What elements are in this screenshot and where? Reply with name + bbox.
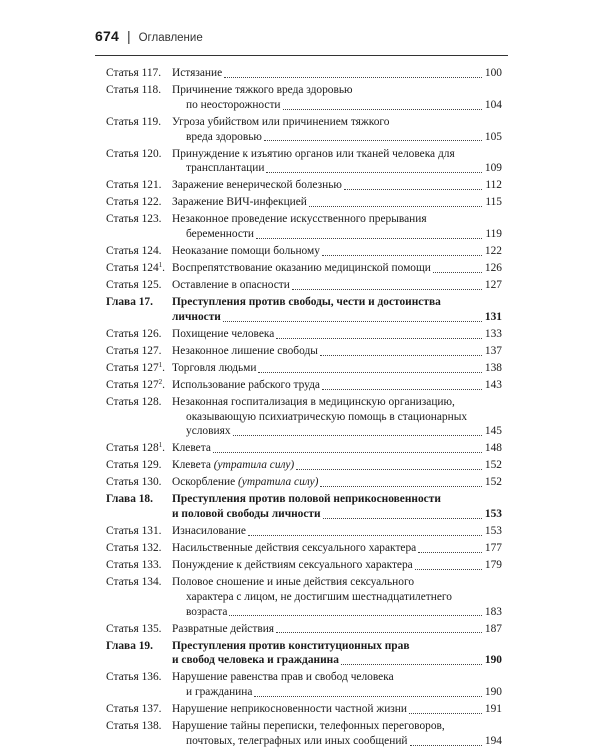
- entry-title-line: Понуждение к действиям сексуального характера: [172, 559, 413, 572]
- entry-page-number: 100: [484, 67, 502, 79]
- toc-article: [106, 115, 502, 145]
- entry-label: Статья 132.: [106, 542, 162, 555]
- dot-leader: [254, 695, 482, 697]
- label-superscript: 1: [158, 360, 163, 369]
- dot-leader: [264, 139, 482, 141]
- label-superscript: 1: [158, 441, 163, 450]
- toc-article: [106, 378, 502, 393]
- toc-article: [106, 261, 502, 276]
- entry-title: [172, 244, 502, 259]
- entry-title: [172, 575, 502, 619]
- entry-title-line: Неоказание помощи больному: [172, 245, 320, 258]
- entry-title: [172, 395, 502, 439]
- entry-title-line: и половой свободы личности: [172, 508, 321, 521]
- entry-title: [172, 670, 502, 700]
- entry-page-number: 126: [484, 262, 502, 275]
- entry-page-number: 177: [484, 542, 502, 555]
- entry-title-line: Принуждение к изъятию органов или тканей человека для: [172, 147, 455, 160]
- entry-title: [172, 475, 502, 490]
- toc-article: [106, 83, 502, 113]
- entry-label: Статья 119.: [106, 115, 162, 128]
- toc-article: [106, 178, 502, 193]
- entry-title-line: Развратные действия: [172, 622, 275, 635]
- entry-title: [172, 558, 502, 573]
- running-header: [95, 28, 515, 50]
- entry-label: Статья 133.: [106, 559, 162, 572]
- entry-title: [172, 178, 502, 193]
- dot-leader: [258, 371, 482, 373]
- entry-title-line: Нарушение тайны переписки, телефонных переговоров,: [172, 720, 445, 733]
- entry-label: Глава 17.: [106, 296, 153, 309]
- toc-article: [106, 395, 502, 439]
- toc-article: [106, 475, 502, 490]
- entry-title: [172, 212, 502, 242]
- dot-leader: [213, 451, 482, 453]
- entry-title-line: Угроза убийством или причинением тяжкого: [172, 115, 390, 128]
- entry-title-line: Нарушение равенства прав и свобод человека: [172, 671, 394, 684]
- entry-title-line: вреда здоровью: [186, 130, 262, 143]
- dot-leader: [418, 551, 482, 553]
- entry-title-line: Преступления против половой неприкосновенности: [172, 493, 441, 506]
- entry-title-line: Заражение венерической болезнью: [172, 179, 342, 192]
- entry-title-line: условиях: [186, 425, 231, 438]
- entry-label: Статья $127^1$.: [106, 360, 166, 374]
- dot-leader: [256, 237, 482, 239]
- table-of-contents: [106, 66, 502, 749]
- dot-leader: [322, 388, 482, 390]
- entry-title-line: Незаконное лишение свободы: [172, 344, 318, 357]
- dot-leader: [323, 517, 482, 519]
- entry-label: Статья 128.: [106, 395, 162, 408]
- toc-article: [106, 327, 502, 342]
- toc-article: [106, 575, 502, 619]
- entry-title-line: Торговля людьми: [172, 361, 257, 374]
- entry-page-number: 112: [485, 179, 502, 192]
- entry-page-number: 104: [484, 98, 502, 111]
- entry-title: [172, 622, 502, 637]
- toc-chapter: [106, 295, 502, 325]
- dot-leader: [433, 271, 482, 273]
- toc-article: [106, 541, 502, 556]
- toc-article: [106, 558, 502, 573]
- entry-title-line: Незаконная госпитализация в медицинскую организацию,: [172, 395, 455, 408]
- entry-page-number: 115: [485, 196, 502, 209]
- entry-title-line: Нарушение неприкосновенности частной жизни: [172, 703, 407, 716]
- entry-label: Статья 117.: [106, 67, 162, 79]
- dot-leader: [233, 434, 482, 436]
- entry-title-line: Использование рабского труда: [172, 378, 320, 391]
- entry-title: [172, 327, 502, 342]
- entry-title-line: Преступления против конституционных прав: [172, 639, 410, 652]
- entry-label: Статья $127^2$.: [106, 377, 166, 391]
- entry-page-number: 119: [485, 228, 502, 241]
- entry-title-line: Причинение тяжкого вреда здоровью: [172, 83, 353, 96]
- toc-article: [106, 66, 502, 81]
- entry-title-line: и свобод человека и гражданина: [172, 654, 339, 667]
- entry-title: [172, 361, 502, 376]
- entry-title-line: Преступления против свободы, чести и достоинства: [172, 296, 441, 309]
- toc-article: [106, 195, 502, 210]
- entry-label: Статья 135.: [106, 622, 162, 635]
- toc-article: [106, 441, 502, 456]
- entry-page-number: 153: [484, 508, 502, 521]
- dot-leader: [276, 337, 482, 339]
- entry-page-number: 190: [484, 654, 502, 667]
- entry-label: Статья 138.: [106, 720, 162, 733]
- entry-title-line: по неосторожности: [186, 98, 281, 111]
- toc-chapter: [106, 639, 502, 669]
- entry-title: [172, 195, 502, 210]
- dot-leader: [283, 108, 482, 110]
- toc-article: [106, 278, 502, 293]
- entry-title-line: оказывающую психиатрическую помощь в стационарных: [186, 410, 468, 423]
- entry-title: [172, 702, 502, 717]
- entry-title-line: Клевета: [172, 442, 211, 455]
- entry-title: [172, 719, 502, 749]
- toc-article: [106, 212, 502, 242]
- entry-label: Статья 122.: [106, 196, 162, 209]
- dot-leader: [266, 171, 482, 173]
- entry-title-line: Оставление в опасности: [172, 279, 290, 292]
- page-number: 674: [95, 28, 119, 44]
- entry-title-line: возраста: [186, 605, 228, 618]
- dot-leader: [292, 288, 482, 290]
- toc-article: [106, 361, 502, 376]
- toc-article: [106, 244, 502, 259]
- dot-leader: [409, 712, 482, 714]
- entry-page-number: 152: [484, 476, 502, 489]
- entry-title-line: личности: [172, 310, 221, 323]
- dot-leader: [415, 568, 482, 570]
- entry-page-number: 109: [484, 162, 502, 175]
- toc-chapter: [106, 492, 502, 522]
- entry-title: [172, 295, 502, 325]
- dot-leader: [341, 663, 482, 665]
- entry-title-line: Половое сношение и иные действия сексуального: [172, 576, 415, 589]
- entry-page-number: 194: [484, 734, 502, 747]
- entry-title-line: Оскорбление: [172, 476, 236, 489]
- entry-title: [172, 278, 502, 293]
- entry-title-line: характера с лицом, не достигшим шестнадцатилетнего: [186, 590, 452, 603]
- entry-title: [172, 458, 502, 473]
- entry-title-line: Воспрепятствование оказанию медицинской помощи: [172, 262, 431, 275]
- dot-leader: [322, 254, 482, 256]
- entry-title: [172, 441, 502, 456]
- entry-page-number: 152: [484, 459, 502, 472]
- entry-label: Статья 130.: [106, 476, 162, 489]
- entry-label: Статья 136.: [106, 671, 162, 684]
- entry-page-number: 145: [484, 425, 502, 438]
- entry-label: Глава 18.: [106, 493, 153, 506]
- entry-page-number: 138: [484, 361, 502, 374]
- entry-title: [172, 639, 502, 669]
- entry-page-number: 187: [484, 622, 502, 635]
- entry-page-number: 148: [484, 442, 502, 455]
- entry-note: (утратила силу): [238, 476, 319, 489]
- running-title: Оглавление: [138, 32, 203, 44]
- dot-leader: [296, 468, 482, 470]
- label-superscript: 2: [158, 377, 163, 386]
- entry-page-number: 143: [484, 378, 502, 391]
- entry-label: Статья 127.: [106, 344, 162, 357]
- entry-title: [172, 344, 502, 359]
- entry-title: [172, 115, 502, 145]
- entry-label: Статья 125.: [106, 279, 162, 292]
- entry-page-number: 183: [484, 605, 502, 618]
- entry-title-line: Заражение ВИЧ-инфекцией: [172, 196, 307, 209]
- dot-leader: [309, 205, 482, 207]
- entry-label: Статья $124^1$.: [106, 261, 166, 275]
- entry-title: [172, 261, 502, 276]
- entry-label: Статья 121.: [106, 179, 162, 192]
- entry-label: Статья 120.: [106, 147, 162, 160]
- toc-article: [106, 458, 502, 473]
- dot-leader: [229, 614, 482, 616]
- entry-page-number: 137: [484, 344, 502, 357]
- entry-title: [172, 378, 502, 393]
- dot-leader: [224, 76, 482, 78]
- entry-label: Статья 126.: [106, 327, 162, 340]
- toc-article: [106, 670, 502, 700]
- toc-article: [106, 524, 502, 539]
- header-separator: |: [126, 28, 131, 44]
- entry-page-number: 122: [484, 245, 502, 258]
- entry-label: Статья 131.: [106, 525, 162, 538]
- entry-title-line: беременности: [186, 228, 255, 241]
- dot-leader: [410, 744, 482, 746]
- entry-title-line: и гражданина: [186, 686, 253, 699]
- toc-article: [106, 702, 502, 717]
- entry-title-line: почтовых, телеграфных или иных сообщений: [186, 734, 408, 747]
- entry-label: Глава 19.: [106, 639, 153, 652]
- toc-article: [106, 147, 502, 177]
- entry-title: [172, 541, 502, 556]
- label-superscript: 1: [158, 261, 163, 270]
- entry-page-number: 190: [484, 686, 502, 699]
- dot-leader: [276, 631, 482, 633]
- entry-label: Статья 134.: [106, 576, 162, 589]
- entry-title-line: трансплантации: [186, 162, 265, 175]
- entry-page-number: 127: [484, 279, 502, 292]
- entry-page-number: 105: [484, 130, 502, 143]
- dot-leader: [344, 188, 482, 190]
- entry-title: [172, 83, 502, 113]
- entry-page-number: 133: [484, 327, 502, 340]
- entry-note: (утратила силу): [213, 459, 295, 472]
- dot-leader: [248, 534, 482, 536]
- entry-label: Статья 118.: [106, 83, 162, 96]
- entry-title: [172, 66, 502, 81]
- entry-title-line: Насильственные действия сексуального характера: [172, 542, 417, 555]
- dot-leader: [223, 320, 482, 322]
- entry-title: [172, 147, 502, 177]
- entry-title-line: Истязание: [172, 67, 223, 79]
- toc-article: [106, 719, 502, 749]
- entry-label: Статья 123.: [106, 213, 162, 226]
- dot-leader: [320, 354, 482, 356]
- entry-label: Статья $128^1$.: [106, 441, 166, 455]
- entry-page-number: 191: [484, 703, 502, 716]
- entry-title-line: Незаконное проведение искусственного прерывания: [172, 213, 427, 226]
- entry-label: Статья 124.: [106, 245, 162, 258]
- header-rule: [95, 55, 508, 56]
- entry-page-number: 153: [484, 525, 502, 538]
- toc-article: [106, 622, 502, 637]
- entry-title: [172, 524, 502, 539]
- entry-page-number: 131: [484, 310, 502, 323]
- entry-title-line: Изнасилование: [172, 525, 246, 538]
- entry-label: Статья 129.: [106, 459, 162, 472]
- entry-title-line: Похищение человека: [172, 327, 275, 340]
- entry-label: Статья 137.: [106, 703, 162, 716]
- entry-title-line: Клевета: [172, 459, 211, 472]
- dot-leader: [320, 485, 482, 487]
- toc-article: [106, 344, 502, 359]
- entry-page-number: 179: [484, 559, 502, 572]
- entry-title: [172, 492, 502, 522]
